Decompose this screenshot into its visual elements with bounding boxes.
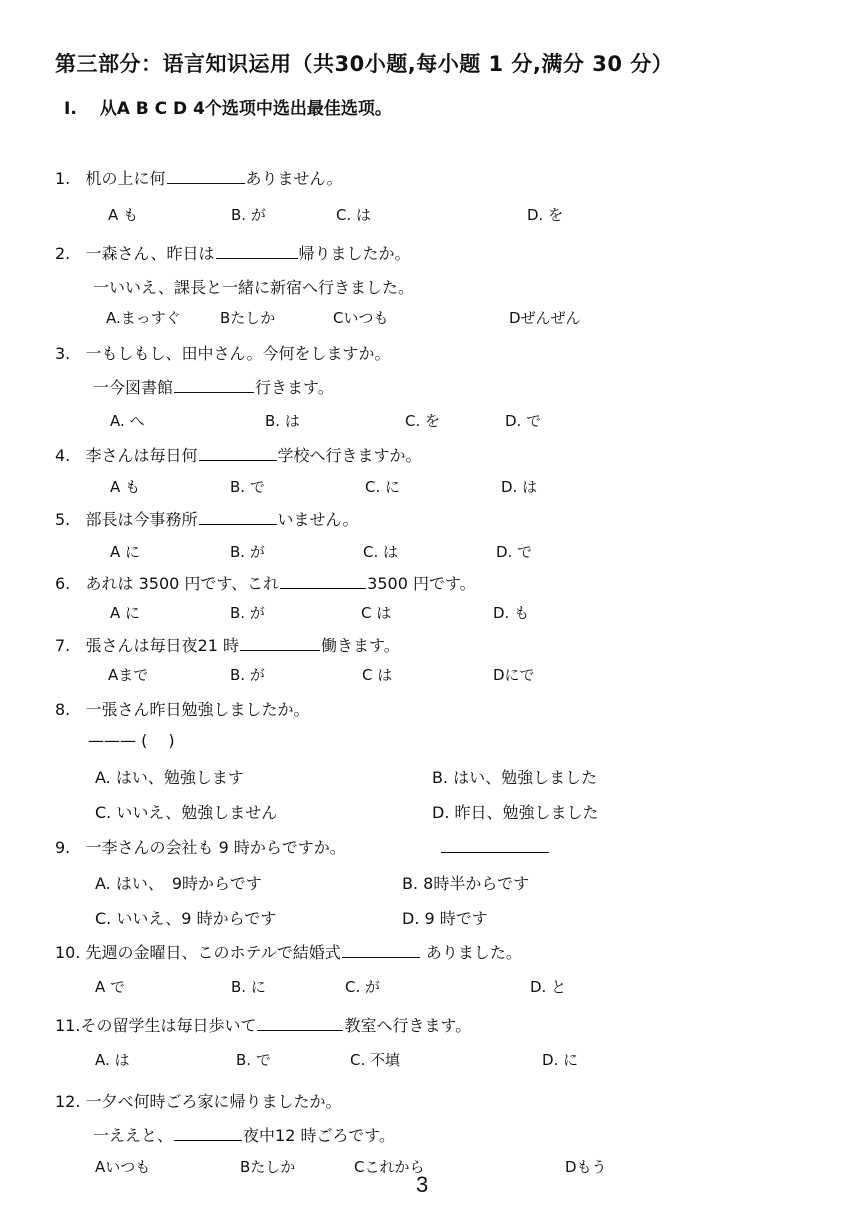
question-number: 6. bbox=[55, 574, 71, 593]
answer-blank bbox=[174, 1126, 242, 1141]
option-d: D. 9 時です bbox=[402, 909, 488, 928]
question-number: 10. bbox=[55, 943, 81, 962]
question-11 bbox=[55, 1013, 471, 1036]
question-text: いません。 bbox=[277, 510, 359, 529]
answer-blank bbox=[257, 1016, 343, 1031]
question-2 bbox=[55, 241, 411, 264]
question-text: 学校へ行きますか。 bbox=[277, 446, 422, 465]
question-text: 張さんは毎日夜21 時 bbox=[85, 636, 239, 655]
option-b: B. が bbox=[230, 666, 265, 684]
question-text: 一夕べ何時ごろ家に帰りましたか。 bbox=[85, 1092, 342, 1111]
answer-parentheses: ——— ( ) bbox=[88, 731, 175, 750]
question-text: 一ええと、 bbox=[93, 1126, 174, 1145]
answer-blank bbox=[174, 378, 254, 393]
option-d: Dもう bbox=[565, 1158, 607, 1176]
question-text: 机の上に何 bbox=[85, 169, 166, 188]
answer-blank bbox=[167, 169, 245, 184]
question-3 bbox=[55, 341, 391, 364]
option-a: A に bbox=[110, 604, 141, 622]
question-text: その留学生は毎日歩いて bbox=[80, 1016, 257, 1035]
answer-blank bbox=[240, 636, 320, 651]
option-d: D. を bbox=[527, 206, 564, 224]
answer-blank bbox=[199, 446, 277, 461]
option-d: D. で bbox=[496, 543, 533, 561]
question-number: 9. bbox=[55, 838, 71, 857]
question-2-reply: 一いいえ、課長と一緒に新宿へ行きました。 bbox=[93, 278, 414, 297]
page-number: 3 bbox=[416, 1172, 429, 1197]
question-text: あれは 3500 円です、これ bbox=[85, 574, 280, 593]
option-d: D. も bbox=[493, 604, 530, 622]
question-text: 行きます。 bbox=[255, 378, 334, 397]
question-text: 一李さんの会社も 9 時からですか。 bbox=[85, 838, 346, 857]
question-text: 夜中12 時ごろです。 bbox=[243, 1126, 396, 1145]
option-c: C. を bbox=[405, 412, 441, 430]
option-d: D. は bbox=[501, 478, 538, 496]
option-c: C. は bbox=[363, 543, 399, 561]
option-a: Aまで bbox=[108, 666, 149, 684]
option-c: Cこれから bbox=[354, 1158, 425, 1176]
section-instruction: I. 从A B C D 4个选项中选出最佳选项。 bbox=[64, 99, 392, 119]
question-text: 部長は今事務所 bbox=[85, 510, 198, 529]
option-b: B. はい、勉強しました bbox=[432, 768, 598, 787]
option-c: C. いいえ、9 時からです bbox=[95, 909, 277, 928]
option-d: Dにで bbox=[493, 666, 535, 684]
question-8 bbox=[55, 697, 310, 720]
question-text: 李さんは毎日何 bbox=[85, 446, 198, 465]
option-b: B. で bbox=[236, 1051, 271, 1069]
option-a: A に bbox=[110, 543, 141, 561]
question-7 bbox=[55, 633, 400, 656]
question-number: 3. bbox=[55, 344, 71, 363]
answer-blank bbox=[342, 943, 420, 958]
option-a: A. はい、勉強します bbox=[95, 768, 244, 787]
question-3-reply bbox=[93, 375, 334, 398]
question-text: 帰りましたか。 bbox=[298, 244, 411, 263]
question-number: 7. bbox=[55, 636, 71, 655]
option-c: C. は bbox=[336, 206, 372, 224]
option-a: Aいつも bbox=[95, 1158, 151, 1176]
option-a: A も bbox=[110, 478, 141, 496]
option-a: A. はい、 9時からです bbox=[95, 874, 262, 893]
option-c: C は bbox=[361, 604, 392, 622]
question-text: ありました。 bbox=[420, 943, 522, 962]
option-b: B. が bbox=[230, 543, 265, 561]
option-c: C. いいえ、勉強しません bbox=[95, 803, 278, 822]
option-d: Dぜんぜん bbox=[509, 309, 581, 327]
option-c: C. が bbox=[345, 978, 381, 996]
question-number: 4. bbox=[55, 446, 71, 465]
option-d: D. 昨日、勉強しました bbox=[432, 803, 599, 822]
option-b: B. が bbox=[230, 604, 265, 622]
option-c: C. 不填 bbox=[350, 1051, 401, 1069]
option-a: A.まっすぐ bbox=[106, 309, 181, 327]
question-number: 8. bbox=[55, 700, 71, 719]
option-a: A. は bbox=[95, 1051, 130, 1069]
question-12-reply bbox=[93, 1123, 395, 1146]
option-a: A で bbox=[95, 978, 126, 996]
option-a: A も bbox=[108, 206, 139, 224]
question-number: 1. bbox=[55, 169, 71, 188]
question-text: 働きます。 bbox=[320, 636, 400, 655]
question-number: 12. bbox=[55, 1092, 81, 1111]
question-text: 一森さん、昨日は bbox=[85, 244, 215, 263]
question-4 bbox=[55, 443, 422, 466]
question-number: 5. bbox=[55, 510, 71, 529]
question-10 bbox=[55, 940, 522, 963]
option-c: Cいつも bbox=[333, 309, 389, 327]
question-5 bbox=[55, 507, 359, 530]
question-text: 教室へ行きます。 bbox=[344, 1016, 472, 1035]
option-b: B. が bbox=[231, 206, 266, 224]
option-b: B. で bbox=[230, 478, 265, 496]
option-d: D. で bbox=[505, 412, 542, 430]
option-c: C は bbox=[362, 666, 393, 684]
question-text: 一もしもし、田中さん。今何をしますか。 bbox=[85, 344, 391, 363]
answer-blank bbox=[216, 244, 298, 259]
question-number: 2. bbox=[55, 244, 71, 263]
option-a: A. へ bbox=[110, 412, 145, 430]
option-b: Bたしか bbox=[220, 309, 276, 327]
option-b: B. に bbox=[231, 978, 266, 996]
question-12 bbox=[55, 1089, 342, 1112]
option-c: C. に bbox=[365, 478, 401, 496]
option-b: Bたしか bbox=[240, 1158, 296, 1176]
question-text: 一張さん昨日勉強しましたか。 bbox=[85, 700, 310, 719]
question-6 bbox=[55, 571, 476, 594]
answer-blank bbox=[280, 574, 366, 589]
question-text: 一今図書館 bbox=[93, 378, 174, 397]
option-d: D. に bbox=[542, 1051, 579, 1069]
question-9 bbox=[55, 835, 346, 858]
section-title: 第三部分：语言知识运用（共30小题,每小题 1 分,满分 30 分） bbox=[55, 52, 674, 76]
question-number: 11. bbox=[55, 1016, 81, 1035]
answer-blank bbox=[199, 510, 277, 525]
question-text: 3500 円です。 bbox=[367, 574, 476, 593]
question-text: ありません。 bbox=[245, 169, 343, 188]
option-b: B. は bbox=[265, 412, 300, 430]
option-d: D. と bbox=[530, 978, 567, 996]
question-text: 先週の金曜日、このホテルで結婚式 bbox=[85, 943, 341, 962]
answer-blank bbox=[441, 852, 549, 853]
option-b: B. 8時半からです bbox=[402, 874, 530, 893]
question-1 bbox=[55, 166, 343, 189]
